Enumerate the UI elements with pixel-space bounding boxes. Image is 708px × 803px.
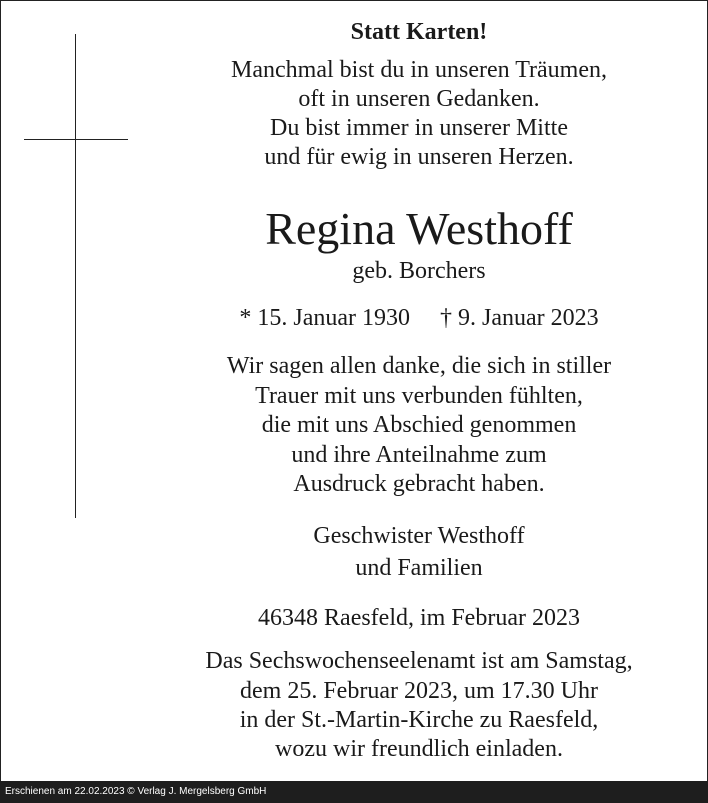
poem-line: oft in unseren Gedanken. <box>298 86 540 112</box>
signatory-line: und Familien <box>355 555 483 581</box>
thanks-line: und ihre Anteilnahme zum <box>291 442 547 468</box>
publication-footer: Erschienen am 22.02.2023 © Verlag J. Mergelsberg GmbH <box>0 781 708 803</box>
service-line: Das Sechswochenseelenamt ist am Samstag, <box>205 648 633 674</box>
poem-line: Manchmal bist du in unseren Träumen, <box>231 57 607 83</box>
thanks-line: Wir sagen allen danke, die sich in stiller <box>226 353 612 379</box>
life-dates <box>1 304 708 333</box>
service-line: in der St.-Martin-Kirche zu Raesfeld, <box>239 707 599 733</box>
signatory-line: Geschwister Westhoff <box>313 523 525 549</box>
thanks-line: Trauer mit uns verbunden fühlten, <box>255 383 583 409</box>
thanks-line: Ausdruck gebracht haben. <box>293 471 545 497</box>
service-line: dem 25. Februar 2023, um 17.30 Uhr <box>240 678 598 704</box>
notice-heading: Statt Karten! <box>350 19 488 45</box>
maiden-name: geb. Borchers <box>352 258 486 284</box>
service-line: wozu wir freundlich einladen. <box>275 736 563 762</box>
poem-line: Du bist immer in unserer Mitte <box>270 115 568 141</box>
birth-date: * 15. Januar 1930 <box>239 305 410 331</box>
death-date: † 9. Januar 2023 <box>440 305 599 331</box>
thanks-line: die mit uns Abschied genommen <box>261 412 577 438</box>
deceased-name: Regina Westhoff <box>265 203 573 254</box>
place-date: 46348 Raesfeld, im Februar 2023 <box>258 605 580 631</box>
poem-line: und für ewig in unseren Herzen. <box>264 144 574 170</box>
